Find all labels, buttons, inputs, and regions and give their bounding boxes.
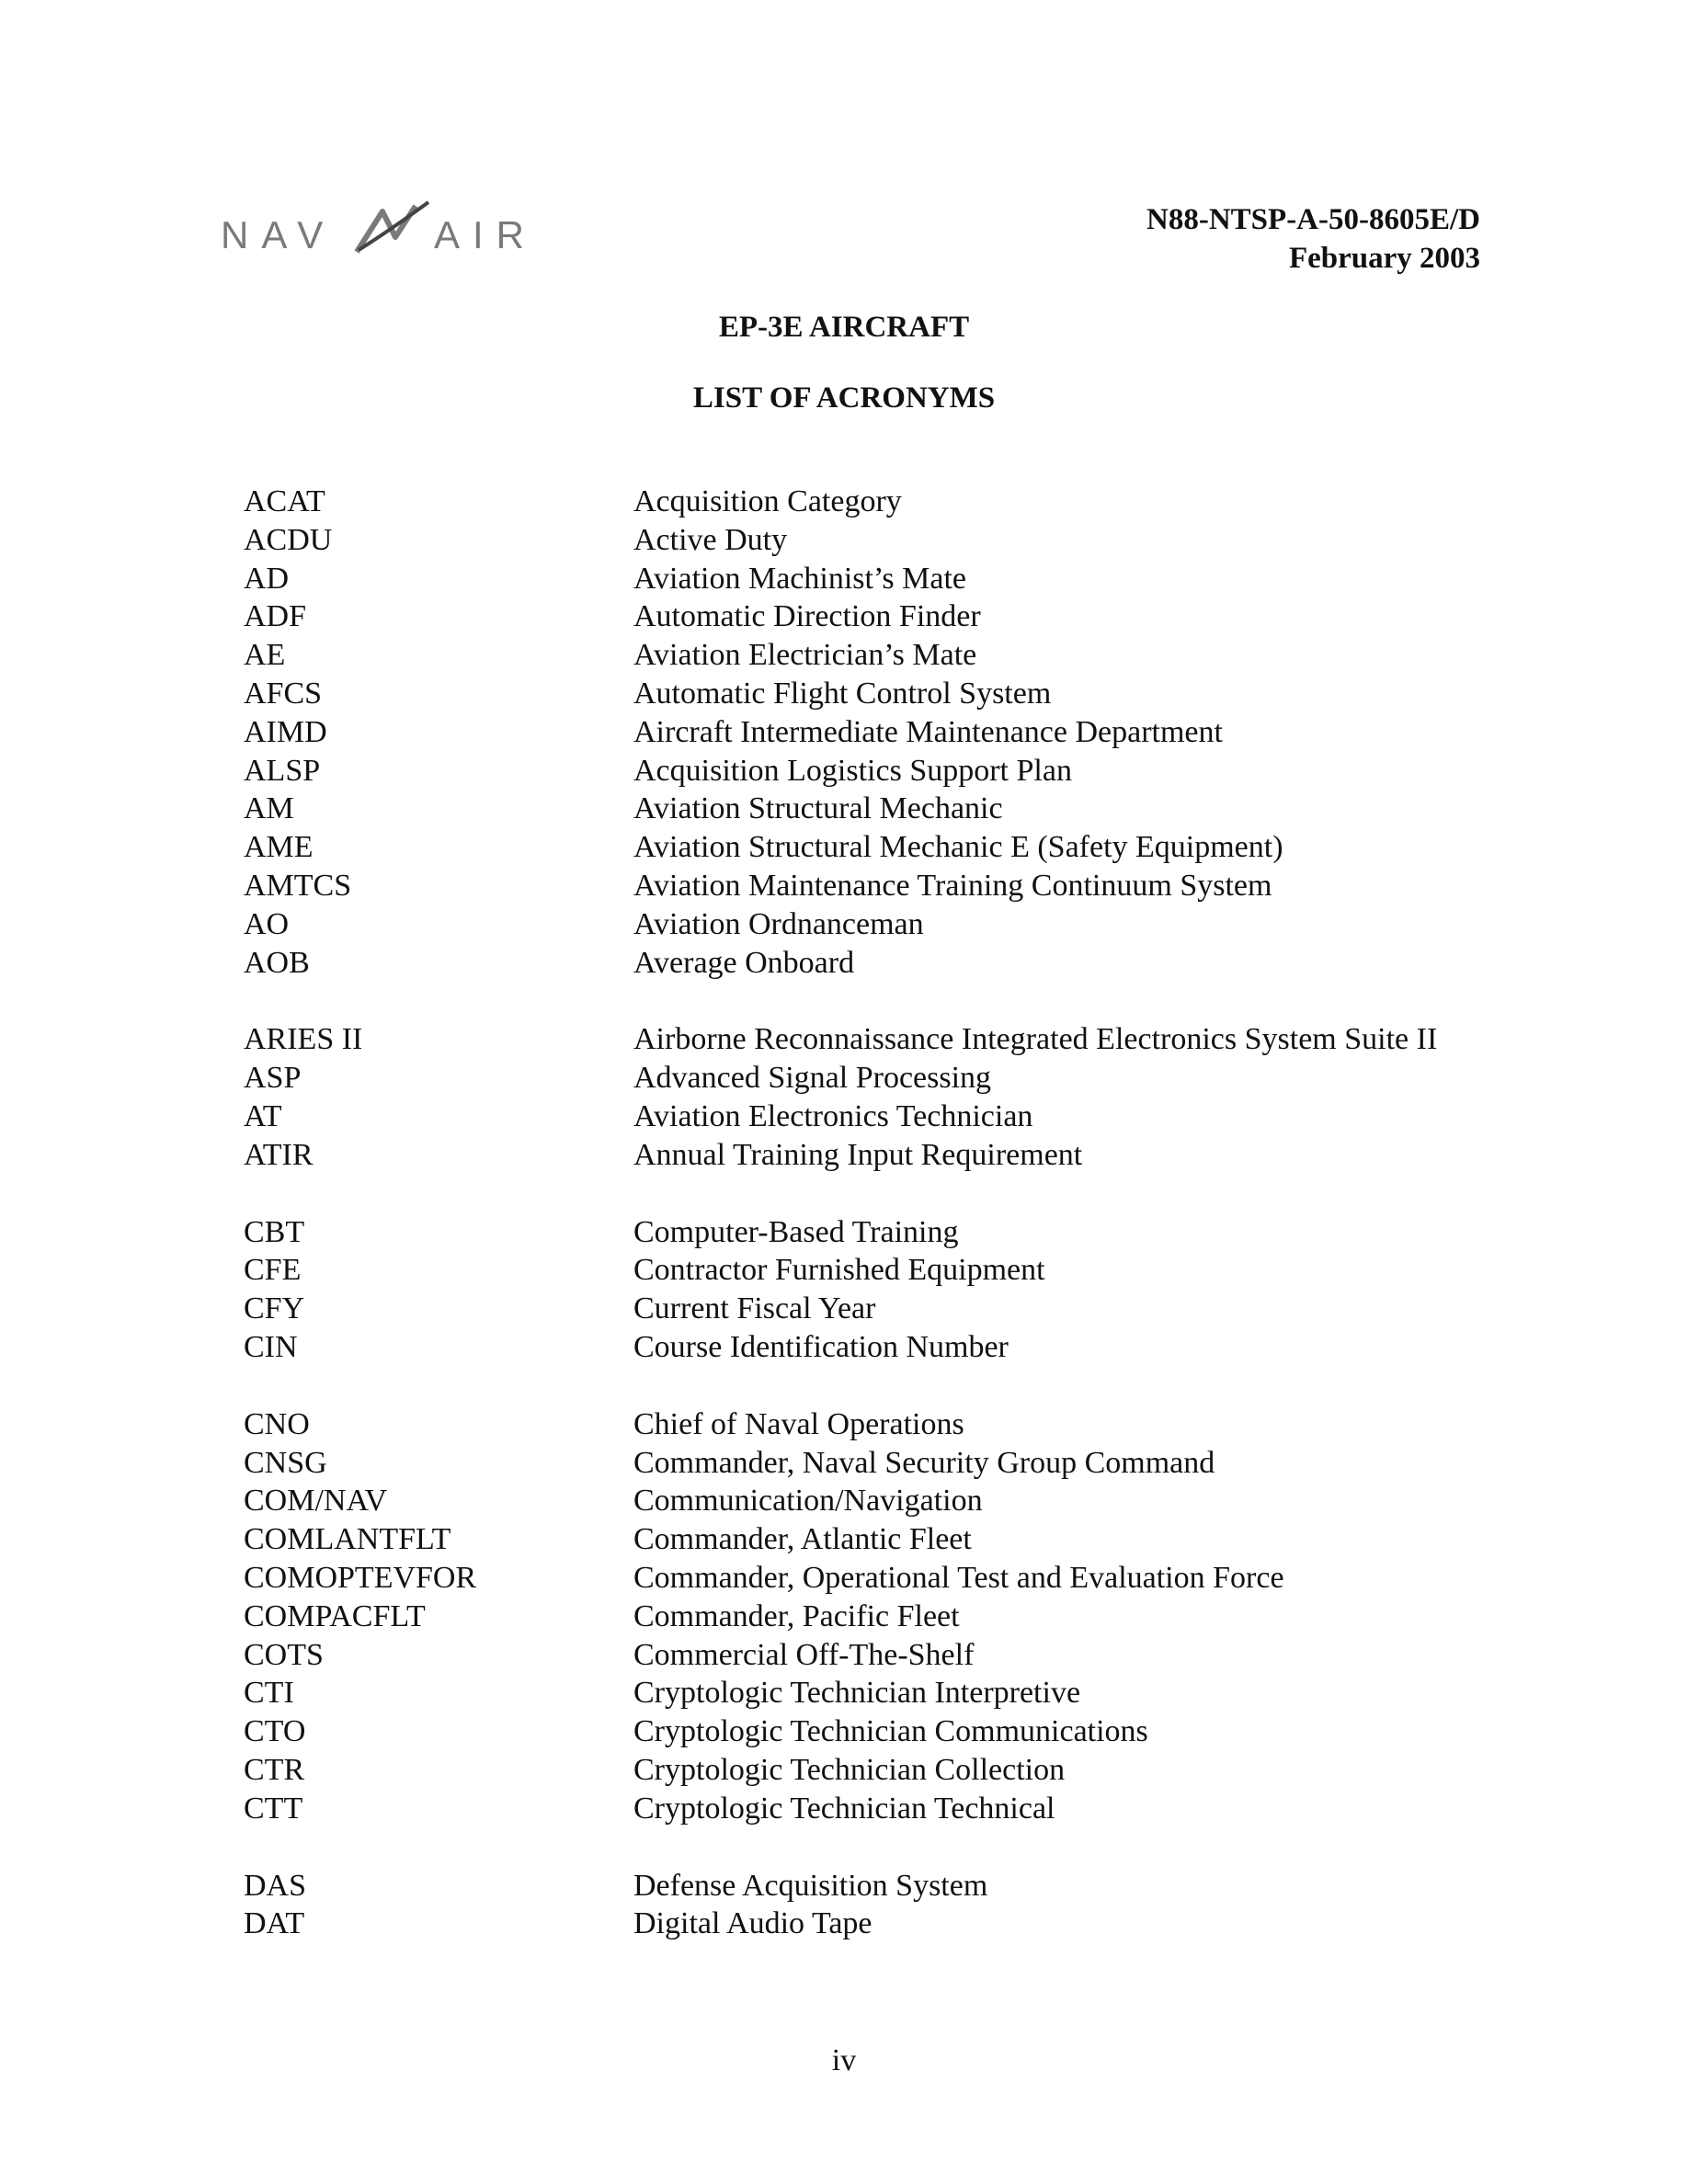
acronym-abbreviation: AE (244, 638, 286, 673)
acronym-abbreviation: CTT (244, 1791, 303, 1826)
acronym-row (244, 1636, 1531, 1675)
acronym-group (244, 1213, 1531, 1367)
acronym-row (244, 483, 1531, 521)
acronym-row (244, 675, 1531, 713)
acronym-row (244, 1751, 1531, 1790)
acronym-abbreviation: AD (244, 561, 290, 596)
acronym-meaning: Average Onboard (633, 945, 855, 980)
page-subtitle: LIST OF ACRONYMS (692, 381, 996, 415)
acronym-meaning: Cryptologic Technician Communications (633, 1714, 1148, 1749)
acronym-abbreviation: COMLANTFLT (244, 1522, 451, 1557)
acronym-meaning: Airborne Reconnaissance Integrated Electronics System Suite II (633, 1022, 1438, 1057)
navair-logo (221, 195, 552, 261)
acronym-abbreviation: AIMD (244, 714, 327, 749)
acronym-meaning: Advanced Signal Processing (633, 1061, 992, 1096)
document-number: N88-NTSP-A-50-8605E/D (1146, 203, 1480, 236)
acronym-meaning: Annual Training Input Requirement (633, 1137, 1083, 1172)
acronym-row (244, 752, 1531, 791)
acronym-row (244, 1098, 1531, 1136)
logo-swoosh-icon (357, 202, 428, 252)
acronym-abbreviation: COMOPTEVFOR (244, 1560, 477, 1595)
acronym-meaning: Aviation Electronics Technician (633, 1098, 1033, 1133)
acronym-row (244, 560, 1531, 598)
acronym-meaning: Cryptologic Technician Collection (633, 1752, 1066, 1787)
acronym-meaning: Cryptologic Technician Interpretive (633, 1676, 1081, 1711)
acronym-abbreviation: DAT (244, 1906, 305, 1941)
acronym-abbreviation: ADF (244, 599, 307, 634)
acronym-meaning: Chief of Naval Operations (633, 1406, 964, 1441)
acronym-row (244, 1059, 1531, 1098)
acronym-meaning: Aviation Ordnanceman (633, 906, 924, 941)
acronym-group (244, 1867, 1531, 1944)
acronym-abbreviation: ACDU (244, 522, 333, 557)
acronym-row (244, 1790, 1531, 1828)
acronym-abbreviation: AO (244, 906, 290, 941)
acronym-row (244, 944, 1531, 983)
acronym-abbreviation: DAS (244, 1868, 307, 1903)
acronym-meaning: Automatic Flight Control System (633, 676, 1052, 711)
acronym-abbreviation: ACAT (244, 484, 325, 518)
acronym-row (244, 905, 1531, 944)
acronym-row (244, 1405, 1531, 1444)
acronym-abbreviation: ALSP (244, 753, 321, 788)
acronym-abbreviation: AMTCS (244, 868, 352, 903)
acronym-meaning: Communication/Navigation (633, 1484, 983, 1519)
acronym-meaning: Aviation Electrician’s Mate (633, 638, 977, 673)
acronym-abbreviation: CTI (244, 1676, 294, 1711)
acronym-group (244, 1405, 1531, 1828)
acronym-abbreviation: AOB (244, 945, 310, 980)
acronym-abbreviation: CBT (244, 1214, 305, 1249)
acronym-row (244, 1136, 1531, 1175)
acronym-meaning: Commander, Operational Test and Evaluation Force (633, 1560, 1284, 1595)
document-header (1146, 200, 1480, 278)
acronym-meaning: Aviation Maintenance Training Continuum System (633, 868, 1272, 903)
acronym-abbreviation: AT (244, 1098, 282, 1133)
acronym-row (244, 1674, 1531, 1712)
acronym-meaning: Automatic Direction Finder (633, 599, 981, 634)
acronym-group (244, 1020, 1531, 1174)
acronym-row (244, 867, 1531, 905)
acronym-meaning: Commander, Pacific Fleet (633, 1598, 960, 1633)
acronym-meaning: Digital Audio Tape (633, 1906, 873, 1941)
acronym-meaning: Commander, Atlantic Fleet (633, 1522, 972, 1557)
page-title: EP-3E AIRCRAFT (718, 311, 970, 344)
acronym-list (244, 483, 1531, 1982)
acronym-row (244, 597, 1531, 636)
acronym-abbreviation: ATIR (244, 1137, 314, 1172)
acronym-row (244, 1482, 1531, 1520)
acronym-row (244, 1559, 1531, 1598)
acronym-row (244, 1598, 1531, 1636)
acronym-abbreviation: COM/NAV (244, 1484, 388, 1519)
acronym-row (244, 1328, 1531, 1367)
acronym-meaning: Aviation Structural Mechanic E (Safety Equipment) (633, 830, 1283, 865)
acronym-row (244, 790, 1531, 828)
acronym-abbreviation: CFY (244, 1291, 305, 1326)
acronym-abbreviation: CNO (244, 1406, 310, 1441)
acronym-meaning: Cryptologic Technician Technical (633, 1791, 1055, 1826)
acronym-row (244, 1251, 1531, 1290)
acronym-abbreviation: CFE (244, 1253, 302, 1288)
acronym-abbreviation: AME (244, 830, 314, 865)
page-number: iv (831, 2043, 857, 2077)
acronym-row (244, 713, 1531, 752)
acronym-meaning: Active Duty (633, 522, 788, 557)
acronym-abbreviation: CTO (244, 1714, 306, 1749)
acronym-row (244, 1905, 1531, 1943)
acronym-meaning: Aviation Structural Mechanic (633, 791, 1003, 826)
acronym-abbreviation: CTR (244, 1752, 305, 1787)
acronym-abbreviation: CNSG (244, 1445, 327, 1480)
acronym-abbreviation: AM (244, 791, 294, 826)
acronym-row (244, 1712, 1531, 1751)
acronym-abbreviation: ARIES II (244, 1022, 363, 1057)
acronym-row (244, 1213, 1531, 1252)
acronym-row (244, 1020, 1531, 1059)
logo-right-text: AIR (434, 213, 538, 256)
acronym-row (244, 828, 1531, 867)
document-date: February 2003 (1288, 242, 1480, 275)
acronym-meaning: Acquisition Category (633, 484, 902, 518)
acronym-meaning: Current Fiscal Year (633, 1291, 876, 1326)
acronym-meaning: Aircraft Intermediate Maintenance Department (633, 714, 1223, 749)
acronym-abbreviation: COMPACFLT (244, 1598, 426, 1633)
acronym-row (244, 636, 1531, 675)
acronym-abbreviation: AFCS (244, 676, 323, 711)
acronym-meaning: Course Identification Number (633, 1329, 1009, 1364)
acronym-meaning: Commercial Off-The-Shelf (633, 1637, 975, 1672)
acronym-meaning: Acquisition Logistics Support Plan (633, 753, 1072, 788)
acronym-abbreviation: CIN (244, 1329, 298, 1364)
acronym-row (244, 1520, 1531, 1559)
logo-left-text: NAV (221, 213, 336, 256)
acronym-row (244, 1444, 1531, 1483)
acronym-row (244, 521, 1531, 560)
acronym-abbreviation: COTS (244, 1637, 324, 1672)
acronym-row (244, 1290, 1531, 1328)
acronym-group (244, 483, 1531, 982)
acronym-abbreviation: ASP (244, 1061, 302, 1096)
acronym-meaning: Contractor Furnished Equipment (633, 1253, 1045, 1288)
acronym-row (244, 1867, 1531, 1905)
acronym-meaning: Computer-Based Training (633, 1214, 959, 1249)
acronym-meaning: Commander, Naval Security Group Command (633, 1445, 1215, 1480)
acronym-meaning: Aviation Machinist’s Mate (633, 561, 966, 596)
acronym-meaning: Defense Acquisition System (633, 1868, 988, 1903)
